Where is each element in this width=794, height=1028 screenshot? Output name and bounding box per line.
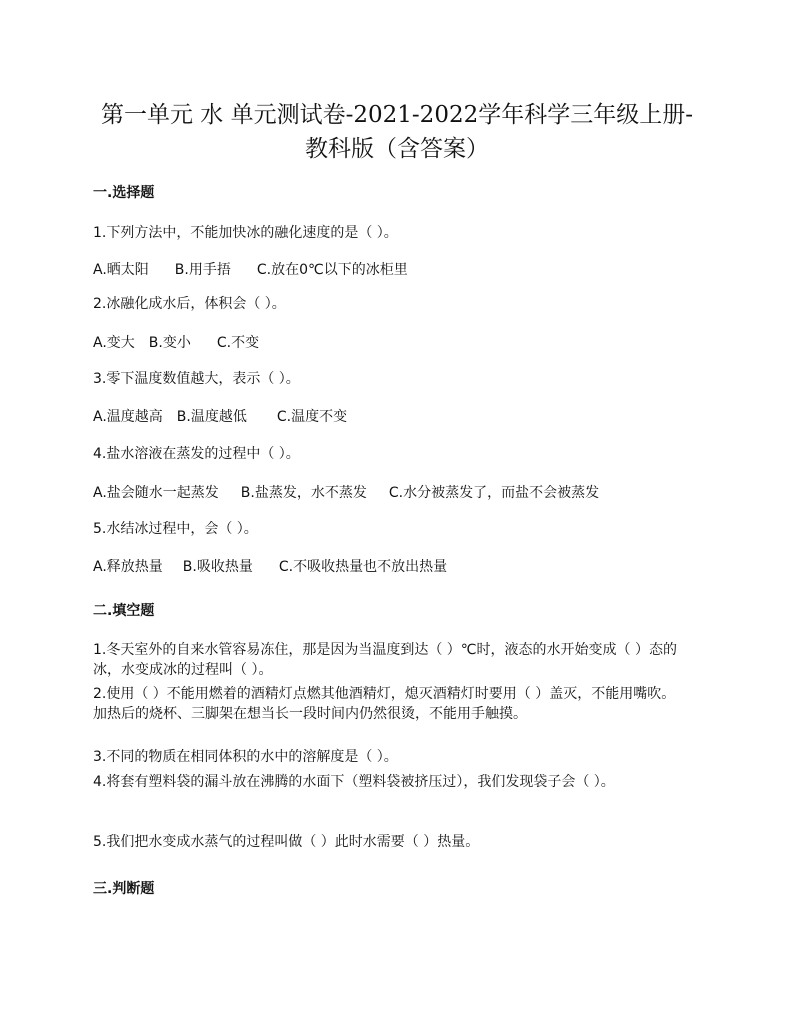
question-2: 2.冰融化成水后，体积会（ ）。 bbox=[93, 296, 286, 312]
fill-item-4: 4.将套有塑料袋的漏斗放在沸腾的水面下（塑料袋被挤压过），我们发现袋子会（ ）。 bbox=[93, 774, 615, 790]
option-b: B.吸收热量 bbox=[182, 559, 253, 575]
option-c: C.水分被蒸发了，而盐不会被蒸发 bbox=[388, 485, 600, 501]
option-b: B.变小 bbox=[148, 335, 191, 351]
option-b: B.盐蒸发，水不蒸发 bbox=[240, 485, 367, 501]
option-c: C.不吸收热量也不放出热量 bbox=[278, 559, 448, 575]
fill-item-5: 5.我们把水变成水蒸气的过程叫做（ ）此时水需要（ ）热量。 bbox=[93, 834, 480, 850]
option-c: C.放在0℃以下的冰柜里 bbox=[256, 262, 408, 278]
question-3-options bbox=[93, 406, 347, 426]
section-heading-choice: 一.选择题 bbox=[93, 185, 155, 201]
option-a: A.盐会随水一起蒸发 bbox=[93, 485, 219, 501]
option-a: A.变大 bbox=[93, 335, 135, 351]
page-title-line-1: 第一单元 水 单元测试卷-2021-2022学年科学三年级上册- bbox=[100, 102, 693, 128]
option-b: B.用手捂 bbox=[174, 262, 231, 278]
question-1-options bbox=[93, 259, 408, 279]
fill-item-1: 1.冬天室外的自来水管容易冻住，那是因为当温度到达（ ）℃时，液态的水开始变成（ ）态的冰，水变成冰的过程叫（ ）。 bbox=[93, 642, 677, 678]
fill-item-2: 2.使用（ ）不能用燃着的酒精灯点燃其他酒精灯，熄灭酒精灯时要用（ ）盖灭，不能用嘴吹。加热后的烧杯、三脚架在想当长一段时间内仍然很烫，不能用手触摸。 bbox=[93, 686, 676, 722]
question-5: 5.水结冰过程中，会（ ）。 bbox=[93, 521, 258, 537]
question-2-options bbox=[93, 332, 259, 352]
question-5-options bbox=[93, 556, 447, 576]
section-heading-judge: 三.判断题 bbox=[93, 881, 155, 897]
option-a: A.晒太阳 bbox=[93, 262, 149, 278]
question-1: 1.下列方法中，不能加快冰的融化速度的是（ ）。 bbox=[93, 225, 398, 241]
question-3: 3.零下温度数值越大，表示（ ）。 bbox=[93, 371, 300, 387]
section-heading-fill: 二.填空题 bbox=[93, 603, 155, 619]
option-c: C.温度不变 bbox=[276, 409, 348, 425]
option-b: B.温度越低 bbox=[176, 409, 247, 425]
question-4: 4.盐水溶液在蒸发的过程中（ ）。 bbox=[93, 446, 300, 462]
option-c: C.不变 bbox=[216, 335, 260, 351]
question-4-options bbox=[93, 482, 599, 502]
option-a: A.释放热量 bbox=[93, 559, 163, 575]
option-a: A.温度越高 bbox=[93, 409, 163, 425]
page-title-line-2: 教科版（含答案） bbox=[305, 136, 489, 162]
fill-item-3: 3.不同的物质在相同体积的水中的溶解度是（ ）。 bbox=[93, 749, 398, 765]
